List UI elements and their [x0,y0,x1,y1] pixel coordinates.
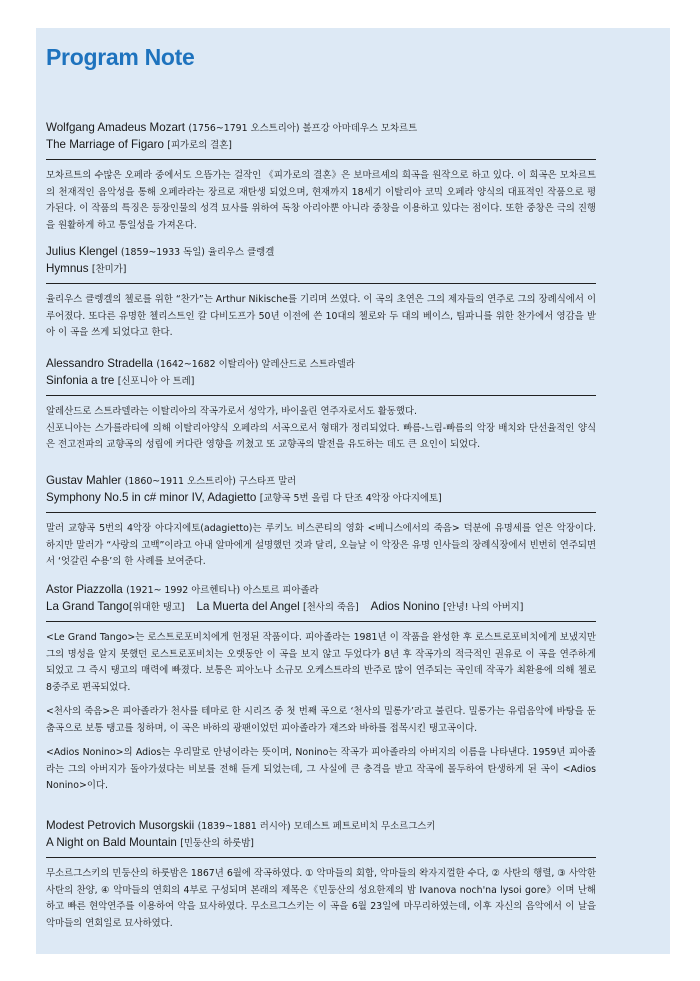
work-line [46,137,596,154]
composer-meta: (1859~1933 독일) 율리우스 클렝겔 [120,247,275,258]
description: 말러 교향곡 5번의 4악장 아다지에토(adagietto)는 루키노 비스콘티의 영화 <베니스에서의 죽음> 덕분에 유명세를 얻은 악장이다. 하지만 말러가 “사랑의 고백”이라고 아내 알마에게 설명했던 것과 달리, 오늘날 이 악장은 유명 인사들의 장례식장에서 빈번히 연주되면서 ‘엇갈린 수용’의 한 사례를 보여준다. [46,523,596,567]
composer-line [46,818,596,835]
composer-line [46,356,596,373]
program-entry [46,120,596,234]
program-entry [46,244,596,342]
work-title: Hymnus [46,262,89,275]
composer-meta: (1839~1881 러시아) 모데스트 페트로비치 무소르그스키 [197,821,436,832]
work-title: The Marriage of Figaro [46,138,164,151]
work-title: La Grand Tango [46,600,129,613]
divider [46,283,596,284]
work-korean-title: [피가로의 결혼] [167,140,232,151]
work-line [46,373,596,390]
divider [46,621,596,622]
composer-line [46,120,596,137]
composer-line [46,473,596,490]
description: <천사의 죽음>은 피아졸라가 천사를 테마로 한 시리즈 중 첫 번째 곡으로 ‘천사의 밀롱가’라고 불린다. 밀롱가는 유럽음악에 바탕을 둔 춤곡으로 보통 탱고를 칭하며, 이 곡은 바하의 광팬이었던 피아졸라가 재즈와 바하를 접목시킨 탱고곡이다. [46,706,596,734]
divider [46,159,596,160]
work-title: Sinfonia a tre [46,374,115,387]
composer-name: Astor Piazzolla [46,583,123,596]
work-korean-title: [안녕! 나의 아버지] [442,602,524,613]
description: 모차르트의 수많은 오페라 중에서도 으뜸가는 걸작인 《피가로의 결혼》은 보마르셰의 희곡을 원작으로 하고 있다. 이 희곡은 모차르트의 천재적인 음악성을 통해 오페라라는 장르로 재탄생 되었으며, 현재까지 18세기 이탈리아 코믹 오페라 양식의 대표적인 작품으로 평가된다. 이 작품의 특징은 등장인물의 성격 묘사를 위하여 독창 아리아뿐 아니라 중창을 이용하고 있다는 점이다. 또한 중창은 극의 진행을 원활하게 하고 통일성을 가져온다. [46,170,596,231]
description: <Adios Nonino>의 Adios는 우리말로 안녕이라는 뜻이며, Nonino는 작곡가 피아졸라의 아버지의 이름을 나타낸다. 1959년 피아졸라는 그의 아버지가 돌아가셨다는 비보를 전해 듣게 되었는데, 그 사실에 큰 충격을 받고 작곡에 몰두하여 탄생하게 된 곡이 <Adios Nonino>이다. [46,747,596,791]
work-korean-title: [찬미가] [91,264,127,275]
composer-name: Alessandro Stradella [46,357,153,370]
work-title: A Night on Bald Mountain [46,836,177,849]
work-korean-title: [신포니아 아 트레] [117,376,195,387]
description: 알레산드로 스트라델라는 이탈리아의 작곡가로서 성악가, 바이올린 연주자로서도 활동했다. 신포니아는 스가를라티에 의해 이탈리아양식 오페라의 서곡으로서 형태가 정리되었다. 빠름-느림-빠름의 악장 배치와 단선율적인 양식은 전고전파의 교향곡의 성립에 커다란 영향을 끼쳤고 또 교향곡의 발전을 유도하는 데도 큰 요인이 되었다. [46,406,596,450]
divider [46,512,596,513]
composer-line [46,244,596,261]
work-title: Adios Nonino [370,600,440,613]
description: <Le Grand Tango>는 로스트로포비치에게 헌정된 작품이다. 피아졸라는 1981년 이 작품을 완성한 후 로스트로포비치에게 보냈지만 그의 명성을 알지 못했던 로스트로포비치는 오랫동안 이 곡을 보지 않고 두었다가 8년 후 작곡가의 적극적인 권유로 이 곡을 연주하게 되었고 그 즉시 탱고의 매력에 빠졌다. 보통은 피아노나 소규모 오케스트라의 반주로 많이 연주되는 곡인데 작곡가 최환용에 의해 첼로 8중주로 편곡되었다. [46,632,596,693]
work-line [46,490,596,507]
program-entry [46,818,596,932]
work-line [46,261,596,278]
composer-name: Wolfgang Amadeus Mozart [46,121,185,134]
composer-meta: (1756~1791 오스트리아) 볼프강 아마데우스 모차르트 [188,123,418,134]
composer-meta: (1860~1911 오스트리아) 구스타프 말러 [124,476,297,487]
composer-meta: (1921~ 1992 아르헨티나) 아스토르 피아졸라 [126,585,319,596]
work-line [46,835,596,852]
work-title: La Muerta del Angel [196,600,300,613]
composer-line [46,582,596,599]
divider [46,857,596,858]
work-korean-title: [교향곡 5번 올림 다 단조 4악장 아다지에토] [259,493,442,504]
work-korean-title: [천사의 죽음] [303,602,359,613]
program-entry [46,356,596,454]
page-title: Program Note [46,44,195,70]
work-line [46,599,596,616]
composer-meta: (1642~1682 이탈리아) 알레산드로 스트라델라 [156,359,355,370]
work-title: Symphony No.5 in c# minor IV, Adagietto [46,491,257,504]
work-korean-title: [민둥산의 하룻밤] [180,838,254,849]
work-korean-title: [위대한 탱고] [128,602,185,613]
composer-name: Julius Klengel [46,245,118,258]
program-entry [46,473,596,571]
program-entry [46,582,596,795]
description: 율리우스 클렝겔의 첼로를 위한 “찬가”는 Arthur Nikische를 기리며 쓰였다. 이 곡의 초연은 그의 제자들의 연주로 그의 장례식에서 이루어졌다. 또다른 유명한 첼리스트인 칼 다비도프가 50년 이전에 쓴 10대의 첼로와 두 대의 베이스, 팀파니를 위한 찬가에서 영감을 받아 이 곡을 쓰게 되었다고 한다. [46,294,596,338]
description: 무소르그스키의 민둥산의 하룻밤은 1867년 6월에 작곡하였다. ① 악마들의 회합, 악마들의 왁자지껄한 수다, ② 사탄의 행렬, ③ 사악한 사탄의 찬양, ④ 악마들의 연회의 4부로 구성되며 본래의 제목은《민둥산의 성요한제의 밤 Ivanova noch'na lysoi gore》이며 난해하고 빠른 현악연주를 이용하여 악을 묘사하였다. 무소르그스키는 이 곡을 6월 23일에 마무리하였는데, 이후 자신의 음악에서 이 날을 악마들의 연회일로 묘사하였다. [46,868,596,929]
composer-name: Gustav Mahler [46,474,122,487]
composer-name: Modest Petrovich Musorgskii [46,819,195,832]
divider [46,395,596,396]
